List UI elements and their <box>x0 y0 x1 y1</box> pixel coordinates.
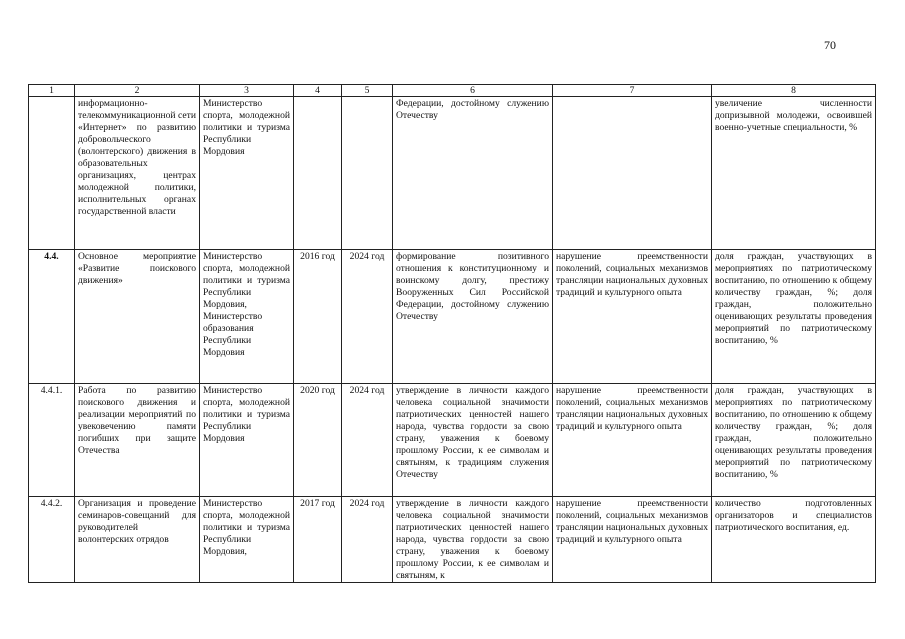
header-col-3: 3 <box>200 85 294 97</box>
header-col-1: 1 <box>29 85 75 97</box>
row-number <box>29 97 75 250</box>
end-year: 2024 год <box>342 497 393 583</box>
header-col-7: 7 <box>553 85 712 97</box>
row-number: 4.4.2. <box>29 497 75 583</box>
risk: нарушение преемственности поколений, социальных механизмов трансляции национальных духовных традиций и культурного опыта <box>553 250 712 384</box>
risk <box>553 97 712 250</box>
measure-name: Организация и проведение семинаров-совещаний для руководителей волонтерских отрядов <box>75 497 200 583</box>
row-number: 4.4.1. <box>29 384 75 497</box>
indicator: количество подготовленных организаторов и специалистов патриотического воспитания, ед. <box>712 497 876 583</box>
indicator: доля граждан, участвующих в мероприятиях по патриотическому воспитанию, по отношению к общему количеству граждан, %; доля граждан, положительно оценивающих результаты проведения мероприятий по патриотическому воспитанию, % <box>712 250 876 384</box>
start-year <box>294 97 342 250</box>
header-col-4: 4 <box>294 85 342 97</box>
page-number: 70 <box>824 38 836 52</box>
end-year: 2024 год <box>342 250 393 384</box>
risk: нарушение преемственности поколений, социальных механизмов трансляции национальных духовных традиций и культурного опыта <box>553 384 712 497</box>
end-year: 2024 год <box>342 384 393 497</box>
measure-name: Работа по развитию поискового движения и реализации мероприятий по увековечению памяти погибших при защите Отечества <box>75 384 200 497</box>
executor: Министерство спорта, молодежной политики и туризма Республики Мордовия <box>200 97 294 250</box>
start-year: 2020 год <box>294 384 342 497</box>
expected-result: утверждение в личности каждого человека социальной значимости патриотических ценностей нашего народа, чувства гордости за свою страну, уважения к боевому прошлому России, к ее символам и святыням, к традициям служения Отечеству <box>393 384 553 497</box>
header-col-2: 2 <box>75 85 200 97</box>
table-row <box>29 384 876 497</box>
expected-result: утверждение в личности каждого человека социальной значимости патриотических ценностей нашего народа, чувства гордости за свою страну, уважения к боевому прошлому России, к ее символам и святыням, к <box>393 497 553 583</box>
header-col-8: 8 <box>712 85 876 97</box>
table-row <box>29 497 876 583</box>
header-row <box>29 85 876 97</box>
indicator: увеличение численности допризывной молодежи, освоившей военно-учетные специальности, % <box>712 97 876 250</box>
expected-result: формирование позитивного отношения к конституционному и воинскому долгу, престижу Вооруженных Сил Российской Федерации, достойному служению Отечеству <box>393 250 553 384</box>
risk: нарушение преемственности поколений, социальных механизмов трансляции национальных духовных традиций и культурного опыта <box>553 497 712 583</box>
executor: Министерство спорта, молодежной политики и туризма Республики Мордовия, <box>200 497 294 583</box>
executor: Министерство спорта, молодежной политики и туризма Республики Мордовия, Министерство образования Республики Мордовия <box>200 250 294 384</box>
start-year: 2016 год <box>294 250 342 384</box>
expected-result: Федерации, достойному служению Отечеству <box>393 97 553 250</box>
table-row <box>29 97 876 250</box>
indicator: доля граждан, участвующих в мероприятиях по патриотическому воспитанию, по отношению к общему количеству граждан, %; доля граждан, положительно оценивающих результаты проведения мероприятий по патриотическому воспитанию, % <box>712 384 876 497</box>
header-col-6: 6 <box>393 85 553 97</box>
program-table <box>28 84 876 583</box>
measure-name: информационно-телекоммуникационной сети «Интернет» по развитию добровольческого (волонтерского) движения в образовательных организациях, центрах молодежной политики, исполнительных органах государственной власти <box>75 97 200 250</box>
table-row <box>29 250 876 384</box>
executor: Министерство спорта, молодежной политики и туризма Республики Мордовия <box>200 384 294 497</box>
measure-name: Основное мероприятие «Развитие поискового движения» <box>75 250 200 384</box>
header-col-5: 5 <box>342 85 393 97</box>
start-year: 2017 год <box>294 497 342 583</box>
end-year <box>342 97 393 250</box>
row-number: 4.4. <box>29 250 75 384</box>
